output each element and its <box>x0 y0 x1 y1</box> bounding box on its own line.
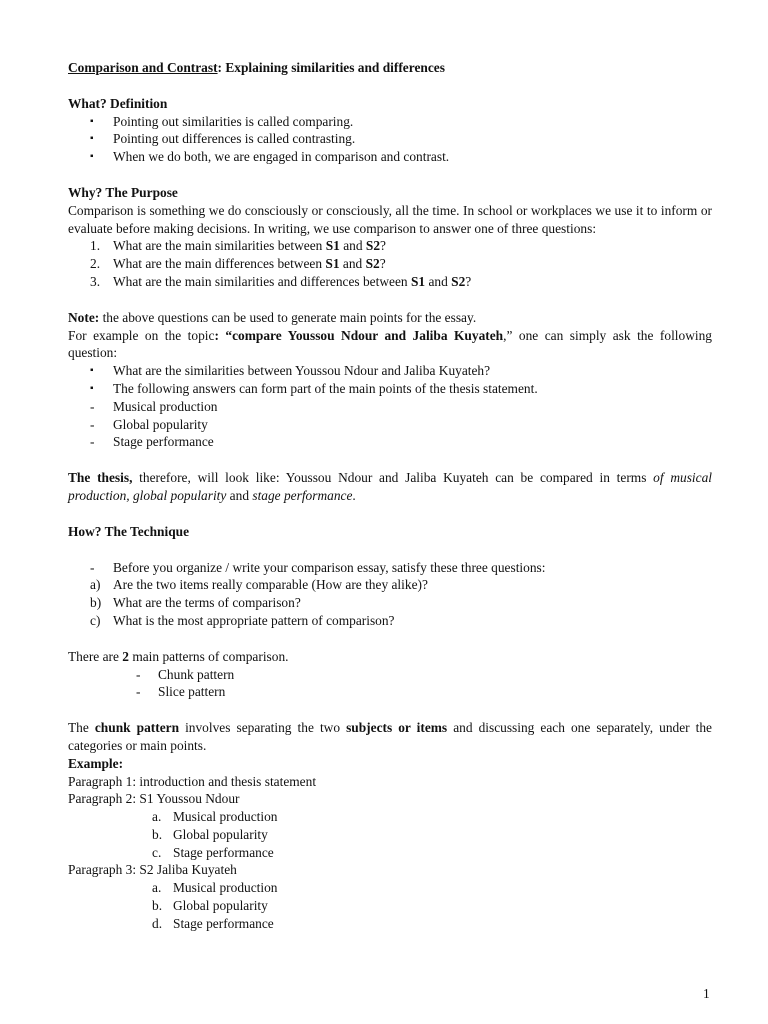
list-item: 3. What are the main similarities and differences between S1 and S2? <box>90 273 472 289</box>
list-item: b. Global popularity <box>152 898 268 914</box>
bullet-icon: ▪ <box>90 382 94 394</box>
list-item: a) Are the two items really comparable (How are they alike)? <box>90 577 428 593</box>
list-item: ▪ When we do both, we are engaged in comparison and contrast. <box>90 149 450 165</box>
list-item: 2. What are the main differences between S1 and S2? <box>90 256 386 272</box>
list-item: d. Stage performance <box>152 915 274 931</box>
purpose-paragraph: Comparison is something we do consciously or consciously, all the time. In school or workplaces we use it to inform or evaluate before making decisions. In writing, we use comparison to answer one of three questions: <box>68 202 712 236</box>
list-item: ▪ Pointing out differences is called contrasting. <box>90 131 356 147</box>
chunk-paragraph: The chunk pattern involves separating the two subjects or items and discussing each one separately, under the categories or main points. <box>68 720 713 753</box>
example-paragraph: For example on the topic: “compare Youssou Ndour and Jaliba Kuyateh,” one can simply ask the following question: <box>68 327 712 361</box>
bullet-icon: ▪ <box>90 365 94 377</box>
paragraph-line: Paragraph 2: S1 Youssou Ndour <box>68 791 240 807</box>
example-label: Example: <box>68 755 124 771</box>
list-item: - Before you organize / write your comparison essay, satisfy these three questions: <box>90 559 546 575</box>
list-item: - Global popularity <box>90 416 208 432</box>
list-item: a. Musical production <box>152 880 278 896</box>
list-item: - Chunk pattern <box>136 666 235 682</box>
note-paragraph: Note: the above questions can be used to generate main points for the essay. <box>68 309 477 325</box>
list-item: - Stage performance <box>90 434 214 450</box>
list-item: ▪ Pointing out similarities is called comparing. <box>90 113 354 129</box>
definition-heading: What? Definition <box>68 95 168 111</box>
thesis-paragraph: The thesis, therefore, will look like: Youssou Ndour and Jaliba Kuyateh can be compared in terms of musical production, global popularity and stage performance. <box>68 470 712 503</box>
bullet-icon: ▪ <box>90 151 94 163</box>
document-page <box>68 59 712 933</box>
purpose-heading: Why? The Purpose <box>68 184 178 200</box>
paragraph-line: Paragraph 1: introduction and thesis statement <box>68 773 317 789</box>
bullet-icon: ▪ <box>90 115 94 127</box>
document-title <box>68 59 712 77</box>
page-number: 1 <box>703 986 710 1001</box>
patterns-paragraph: There are 2 main patterns of comparison. <box>68 648 289 664</box>
list-item: a. Musical production <box>152 809 278 825</box>
title-rest: : Explaining similarities and differences <box>217 60 445 75</box>
list-item: ▪ The following answers can form part of the main points of the thesis statement. <box>90 380 538 396</box>
technique-heading: How? The Technique <box>68 523 190 539</box>
bullet-icon: ▪ <box>90 133 94 145</box>
list-item: c. Stage performance <box>152 844 274 860</box>
list-item: 1. What are the main similarities between S1 and S2? <box>90 238 386 254</box>
list-item: ▪ What are the similarities between Youssou Ndour and Jaliba Kuyateh? <box>90 363 491 379</box>
list-item: c) What is the most appropriate pattern of comparison? <box>90 612 395 628</box>
list-item: b) What are the terms of comparison? <box>90 595 301 611</box>
paragraph-line: Paragraph 3: S2 Jaliba Kuyateh <box>68 862 237 878</box>
list-item: - Musical production <box>90 398 218 414</box>
list-item: - Slice pattern <box>136 684 226 700</box>
title-main: Comparison and Contrast <box>68 60 218 75</box>
list-item: b. Global popularity <box>152 826 268 842</box>
